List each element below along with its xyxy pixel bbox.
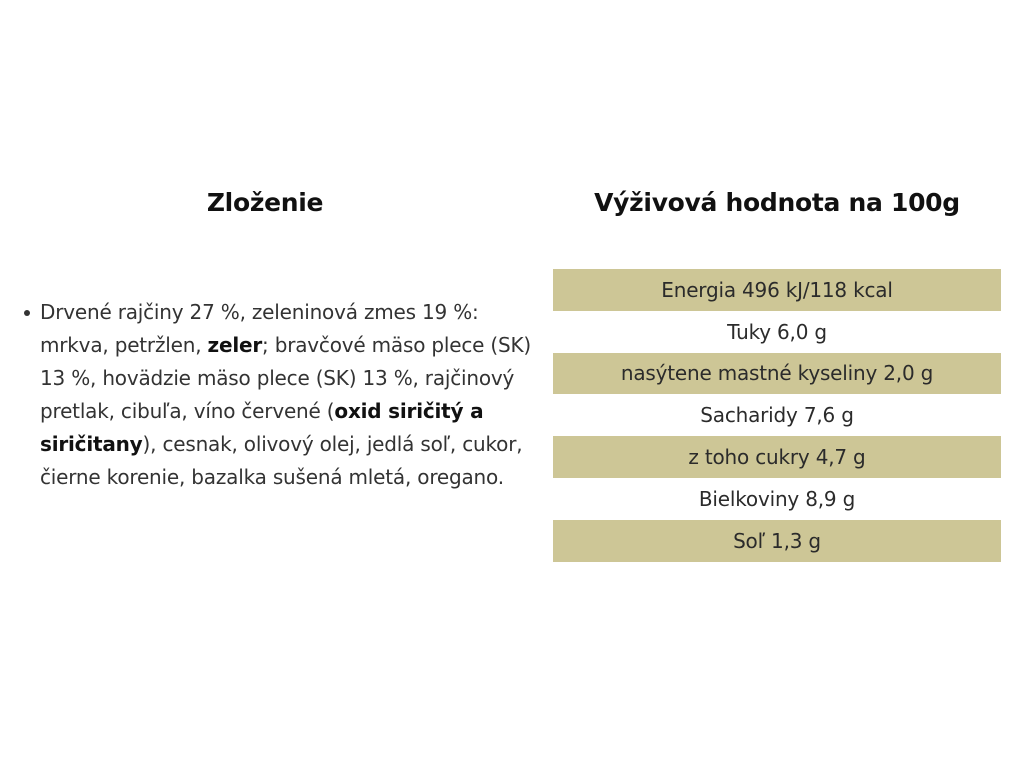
nutrition-row-saturated-fat [553, 353, 1001, 395]
nutrition-table [553, 269, 1001, 562]
composition-title: Zloženie [206, 188, 324, 217]
ingredient-text-1: Drvené rajčiny 27 %, zeleninová zmes 19 %: mrkva, petržlen, [40, 300, 479, 357]
nutrition-row-label: nasýtene mastné kyseliny 2,0 g [620, 361, 934, 386]
nutrition-row-energy [553, 269, 1001, 311]
nutrition-row-salt [553, 520, 1001, 562]
ingredient-text-2: ; bravčové mäso plece (SK) 13 %, hovädzie mäso plece (SK) 13 %, rajčinový pretlak, cibuľa, víno červené ( [40, 333, 532, 423]
allergen-sulphites: oxid siričitý a siričitany [40, 399, 484, 456]
nutrition-row-label: Energia 496 kJ/118 kcal [661, 277, 893, 302]
nutrition-row-fat [553, 311, 1001, 353]
nutrition-row-label: Bielkoviny 8,9 g [698, 486, 856, 511]
bullet-icon [24, 310, 30, 316]
nutrition-row-sugars [553, 436, 1001, 478]
nutrition-row-label: Soľ 1,3 g [733, 528, 821, 553]
allergen-celery: zeler [207, 333, 263, 357]
nutrition-row-label: z toho cukry 4,7 g [688, 445, 866, 470]
ingredient-text-3: ), cesnak, olivový olej, jedlá soľ, cukor, čierne korenie, bazalka sušená mletá, oregano. [40, 432, 523, 489]
ingredients-list-item [40, 296, 540, 494]
nutrition-row-carbohydrates [553, 394, 1001, 436]
nutrition-row-label: Tuky 6,0 g [727, 319, 827, 344]
nutrition-title: Výživová hodnota na 100g [594, 188, 960, 217]
nutrition-row-label: Sacharidy 7,6 g [700, 403, 854, 428]
ingredients-list [40, 296, 540, 494]
nutrition-row-protein [553, 478, 1001, 520]
